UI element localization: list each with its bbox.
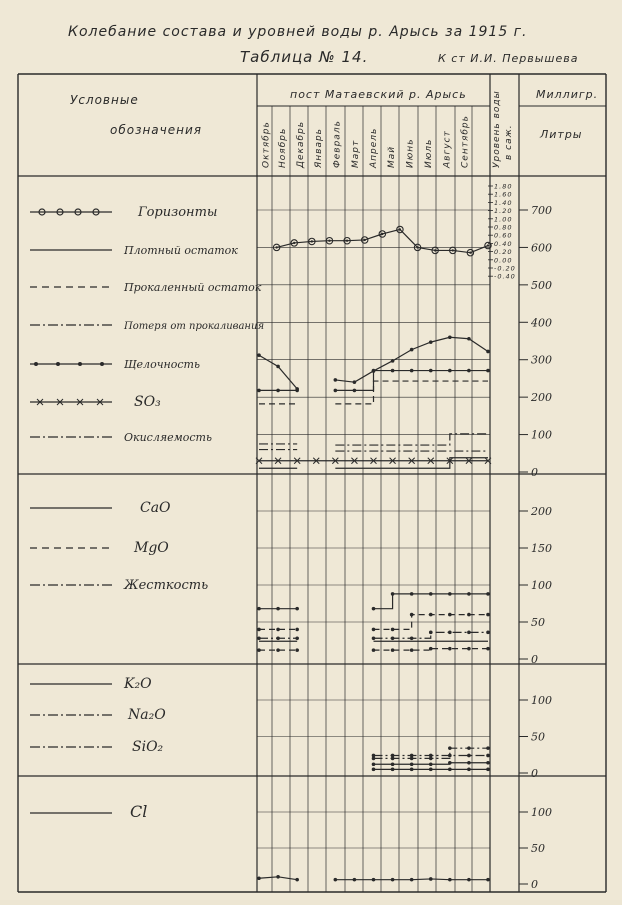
legend-marker — [78, 362, 82, 366]
point-sio2 — [467, 746, 471, 750]
point-k2o — [448, 768, 452, 772]
point-alkalinity — [410, 348, 414, 352]
point-alkalinity — [448, 369, 452, 373]
point-horizons — [399, 228, 401, 230]
level-tick-label: 0.00 — [494, 256, 513, 265]
level-tick-label: -0.20 — [494, 264, 516, 273]
point-na2o — [410, 754, 414, 758]
legend-label: Горизонты — [138, 205, 218, 220]
point-horizons — [311, 240, 313, 242]
point-mgo — [429, 647, 433, 651]
month-label: Ноябрь — [278, 127, 288, 168]
point-hard — [257, 636, 261, 640]
point-horizons — [487, 244, 489, 246]
point-hard — [276, 636, 280, 640]
point-k2o — [410, 768, 414, 772]
point-mgo — [257, 648, 261, 652]
level-tick-label: 0.60 — [494, 231, 513, 240]
point-cl — [276, 875, 280, 879]
point-horizons — [363, 239, 365, 241]
month-label: Март — [351, 139, 361, 168]
legend-label: Плотный остаток — [124, 244, 238, 257]
unit-tick-label: 0 — [531, 653, 538, 666]
level-tick-label: 1.80 — [494, 182, 513, 191]
unit-tick-label: 100 — [531, 579, 552, 592]
point-cao — [486, 592, 490, 596]
legend-label: K₂O — [124, 676, 152, 692]
legend-label: Na₂O — [128, 707, 166, 723]
month-label: Февраль — [332, 120, 343, 168]
point-hard — [467, 631, 471, 635]
point-hard — [448, 631, 452, 635]
unit-tick-label: 50 — [531, 730, 545, 744]
point-k2o — [448, 761, 452, 765]
chart-title: Колебание состава и уровней воды р. Арысь за 1915 г. — [68, 24, 528, 40]
unit-tick-label: 200 — [531, 505, 552, 518]
unit-tick-label: 0 — [531, 767, 538, 780]
point-cao — [276, 607, 280, 611]
legend-marker — [56, 362, 60, 366]
legend-label: Жесткость — [124, 578, 209, 593]
point-k2o — [391, 768, 395, 772]
point-hard — [372, 636, 376, 640]
point-hard — [486, 631, 490, 635]
point-hard — [391, 636, 395, 640]
point-alkalinity — [467, 337, 471, 341]
point-alkalinity — [448, 335, 452, 339]
point-cao — [257, 607, 261, 611]
level-tick-label: 1.60 — [494, 190, 513, 199]
point-cl — [486, 878, 490, 882]
point-mgo — [257, 628, 261, 632]
point-alkalinity — [391, 359, 395, 363]
series-line-cao — [374, 594, 489, 609]
point-na2o — [467, 754, 471, 758]
point-horizons — [434, 249, 436, 251]
unit-tick-label: 400 — [531, 316, 552, 330]
point-k2o — [486, 761, 490, 765]
point-k2o — [391, 762, 395, 766]
level-tick-label: 1.20 — [494, 207, 513, 216]
month-label: Декабрь — [296, 120, 306, 168]
point-cl — [391, 878, 395, 882]
month-label: Август — [442, 130, 453, 168]
unit-tick-label: 100 — [531, 428, 552, 442]
unit-tick-label: 100 — [531, 694, 552, 707]
point-alkalinity — [429, 340, 433, 344]
point-cl — [257, 876, 261, 880]
point-alkalinity — [372, 369, 376, 373]
legend-label: Прокаленный остаток — [124, 281, 262, 294]
point-alkalinity — [276, 389, 280, 393]
point-alkalinity — [257, 353, 261, 357]
legend-label: Щелочность — [124, 358, 200, 371]
point-k2o — [372, 768, 376, 772]
legend-marker — [100, 362, 104, 366]
level-tick-label: -0.40 — [494, 272, 516, 281]
legend — [30, 205, 264, 821]
point-hard — [295, 636, 299, 640]
point-na2o — [391, 754, 395, 758]
point-hard — [429, 631, 433, 635]
unit-tick-label: 0 — [531, 466, 538, 479]
legend-marker — [34, 362, 38, 366]
level-tick-label: 0.80 — [494, 223, 513, 232]
unit-tick-label: 50 — [531, 616, 545, 629]
level-tick-label: 0.20 — [494, 248, 513, 257]
month-label: Апрель — [369, 127, 379, 168]
point-alkalinity — [353, 389, 357, 393]
point-na2o — [429, 754, 433, 758]
month-label: Июнь — [405, 138, 416, 168]
legend-header-2: обозначения — [110, 123, 202, 137]
legend-header-1: Условные — [70, 93, 139, 107]
point-cl — [410, 878, 414, 882]
point-mgo — [429, 613, 433, 617]
legend-label: SiO₂ — [132, 739, 164, 755]
point-horizons — [469, 251, 471, 253]
series-line-loss — [335, 434, 488, 445]
point-k2o — [467, 768, 471, 772]
legend-label: MgO — [134, 540, 169, 556]
point-alkalinity — [353, 380, 357, 384]
point-mgo — [448, 613, 452, 617]
point-mgo — [448, 647, 452, 651]
author-note: К ст И.И. Первышева — [438, 52, 579, 65]
point-cl — [353, 878, 357, 882]
point-alkalinity — [486, 350, 490, 354]
unit-header-2: Литры — [540, 128, 583, 141]
point-mgo — [486, 647, 490, 651]
point-horizons — [275, 246, 277, 248]
point-na2o — [486, 754, 490, 758]
unit-tick-label: 150 — [531, 542, 552, 555]
point-na2o — [372, 754, 376, 758]
month-label: Январь — [314, 128, 324, 168]
unit-tick-label: 50 — [531, 842, 545, 855]
legend-label: CaO — [140, 500, 171, 516]
point-horizons — [416, 246, 418, 248]
legend-label: SO₃ — [134, 394, 161, 410]
point-alkalinity — [295, 389, 299, 393]
point-mgo — [486, 613, 490, 617]
chart-marks — [256, 226, 491, 881]
series-line-alkalinity — [259, 355, 297, 389]
series-line-calcined — [335, 381, 488, 404]
point-k2o — [372, 762, 376, 766]
point-alkalinity — [276, 365, 280, 369]
point-k2o — [429, 768, 433, 772]
point-alkalinity — [334, 378, 338, 382]
point-mgo — [467, 613, 471, 617]
point-cl — [372, 878, 376, 882]
post-label: пост Матаевский р. Арысь — [290, 88, 467, 101]
point-alkalinity — [429, 369, 433, 373]
unit-tick-label: 100 — [531, 806, 552, 819]
point-cl — [334, 878, 338, 882]
point-cl — [429, 877, 433, 881]
point-mgo — [391, 648, 395, 652]
point-mgo — [372, 648, 376, 652]
point-mgo — [276, 628, 280, 632]
level-header-1: Уровень воды — [492, 90, 502, 168]
month-label: Июль — [424, 138, 434, 168]
point-mgo — [295, 628, 299, 632]
point-sio2 — [448, 746, 452, 750]
point-horizons — [452, 249, 454, 251]
point-k2o — [410, 762, 414, 766]
point-cl — [467, 878, 471, 882]
point-alkalinity — [467, 369, 471, 373]
point-mgo — [372, 628, 376, 632]
grid — [18, 74, 606, 892]
level-tick-label: 0.40 — [494, 239, 513, 248]
point-cao — [372, 607, 376, 611]
level-tick-label: 1.00 — [494, 215, 513, 224]
legend-label: Cl — [130, 802, 148, 821]
table-number: Таблица № 14. — [240, 48, 369, 66]
series-line-dense — [335, 458, 488, 468]
point-alkalinity — [257, 389, 261, 393]
point-mgo — [391, 628, 395, 632]
point-cao — [467, 592, 471, 596]
point-cao — [410, 592, 414, 596]
point-k2o — [486, 768, 490, 772]
point-mgo — [410, 613, 414, 617]
level-header-2: в саж. — [504, 124, 514, 160]
point-cl — [448, 878, 452, 882]
point-horizons — [381, 233, 383, 235]
legend-label: Потеря от прокаливания — [124, 321, 265, 332]
point-cao — [295, 607, 299, 611]
point-mgo — [410, 648, 414, 652]
point-horizons — [328, 239, 330, 241]
point-mgo — [295, 648, 299, 652]
point-cao — [448, 592, 452, 596]
point-alkalinity — [486, 369, 490, 373]
point-cao — [429, 592, 433, 596]
unit-tick-label: 300 — [531, 353, 552, 367]
month-label: Май — [387, 145, 397, 168]
month-label: Октябрь — [261, 121, 272, 168]
unit-tick-label: 0 — [531, 878, 538, 891]
point-k2o — [467, 761, 471, 765]
point-mgo — [276, 648, 280, 652]
point-cl — [295, 878, 299, 882]
month-label: Сентябрь — [460, 115, 471, 168]
month-labels — [262, 115, 471, 169]
legend-label: Окисляемость — [124, 431, 212, 444]
point-alkalinity — [391, 369, 395, 373]
unit-tick-label: 500 — [531, 278, 552, 292]
unit-tick-label: 200 — [531, 391, 552, 405]
unit-tick-label: 600 — [531, 241, 552, 255]
point-hard — [410, 636, 414, 640]
unit-tick-label: 700 — [531, 204, 552, 217]
unit-header-1: Миллигр. — [536, 88, 599, 101]
point-horizons — [293, 242, 295, 244]
point-horizons — [346, 239, 348, 241]
level-tick-label: 1.40 — [494, 198, 513, 207]
point-mgo — [467, 647, 471, 651]
point-cao — [391, 592, 395, 596]
point-na2o — [448, 754, 452, 758]
point-k2o — [429, 762, 433, 766]
axis-ticks — [488, 183, 552, 892]
point-sio2 — [486, 746, 490, 750]
point-alkalinity — [410, 369, 414, 373]
point-alkalinity — [334, 389, 338, 393]
